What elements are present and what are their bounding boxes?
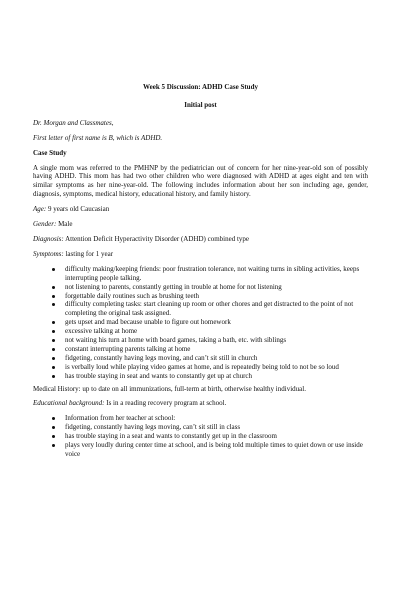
diagnosis-value: Attention Deficit Hyperactivity Disorder (ADHD) combined type — [63, 234, 249, 243]
gender-value: Male — [56, 220, 73, 229]
list-item: Information from her teacher at school: — [65, 414, 368, 423]
age-value: 9 years old Caucasian — [46, 205, 110, 214]
school-info-list — [33, 414, 368, 459]
list-item: plays very loudly during center time at school, and is being told multiple times to quiet down or use inside voice — [65, 441, 368, 459]
list-item: not waiting his turn at home with board games, taking a bath, etc. with siblings — [65, 336, 368, 345]
salutation: Dr. Morgan and Classmates, — [33, 118, 114, 127]
list-item: difficulty completing tasks: start cleaning up room or other chores and get distracted to the point of not completing the original task assigned. — [65, 300, 368, 318]
diagnosis-label: Diagnosis: — [33, 234, 64, 243]
diagnosis-line — [33, 235, 368, 244]
symptoms-value: lasting for 1 year — [63, 249, 114, 258]
educational-background-line — [33, 399, 368, 408]
list-item: fidgeting, constantly having legs moving, and can’t sit still in church — [65, 354, 368, 363]
educational-label: Educational background: — [33, 399, 105, 408]
list-item: is verbally loud while playing video games at home, and is repeatedly being told to not be so loud — [65, 363, 368, 372]
first-letter-line: First letter of first name is B, which is ADHD. — [33, 133, 163, 142]
document-subtitle: Initial post — [184, 100, 217, 109]
list-item: has trouble staying in a seat and wants to constantly get up in the classroom — [65, 432, 368, 441]
age-line — [33, 205, 368, 214]
list-item: excessive talking at home — [65, 327, 368, 336]
list-item: gets upset and mad because unable to figure out homework — [65, 318, 368, 327]
list-item: not listening to parents, constantly getting in trouble at home for not listening — [65, 283, 368, 292]
age-label: Age: — [33, 205, 47, 214]
medical-history-line: Medical History: up to date on all immunizations, full-term at birth, otherwise healthy individual. — [33, 384, 306, 393]
educational-value: Is in a reading recovery program at school. — [104, 399, 227, 408]
gender-label: Gender: — [33, 220, 57, 229]
symptoms-line — [33, 250, 368, 259]
document-title: Week 5 Discussion: ADHD Case Study — [143, 83, 258, 91]
case-study-heading: Case Study — [33, 148, 67, 157]
symptoms-label: Symptoms: — [33, 249, 64, 258]
list-item: fidgeting, constantly having legs moving, can’t sit still in class — [65, 423, 368, 432]
list-item: difficulty making/keeping friends: poor frustration tolerance, not waiting turns in sibling activities, keeps interrupting people talking. — [65, 265, 368, 283]
list-item: forgettable daily routines such as brushing teeth — [65, 292, 368, 301]
gender-line — [33, 220, 368, 229]
list-item: has trouble staying in seat and wants to constantly get up at church — [65, 372, 368, 381]
list-item: constant interrupting parents talking at home — [65, 345, 368, 354]
symptom-list — [33, 265, 368, 381]
intro-paragraph: A single mom was referred to the PMHNP by the pediatrician out of concern for her nine-year-old son of possibly having ADHD. This mom has had two other children who were diagnosed with ADHD at ages eight and ten with similar symptoms as her nine-year-old. The following includes information about her son including age, gender, diagnosis, symptoms, medical history, educational history, and family history. — [33, 163, 368, 199]
